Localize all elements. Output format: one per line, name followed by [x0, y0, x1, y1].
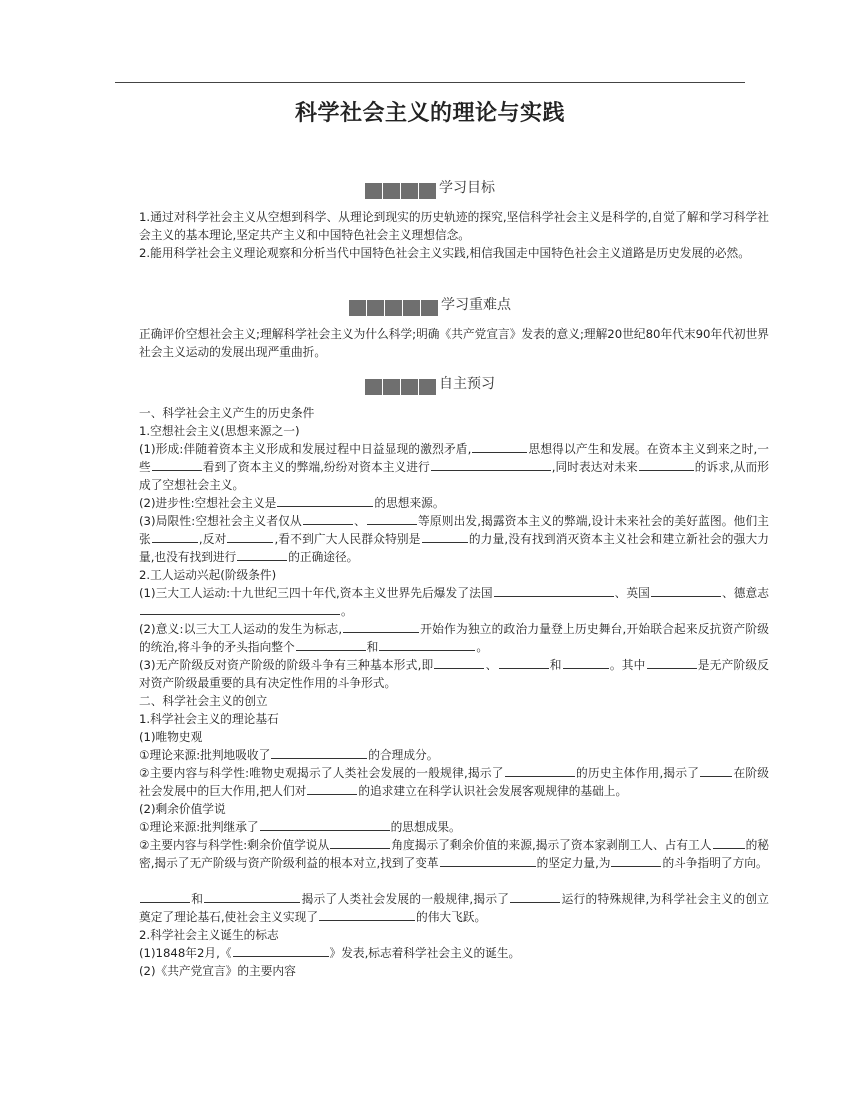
key-points-text: 正确评价空想社会主义;理解科学社会主义为什么科学;明确《共产党宣言》发表的意义;理解20世纪80年代末90年代初世界社会主义运动的发展出现严重曲折。: [139, 327, 769, 359]
section-marker: [349, 300, 439, 316]
fill-blank: [472, 440, 527, 453]
heading-workers: 2.工人运动兴起(阶级条件): [139, 568, 277, 582]
fill-blank: [440, 854, 536, 867]
fill-blank: [713, 836, 745, 849]
birth-text: (1)1848年2月,《 》发表,标志着科学社会主义的诞生。: [139, 946, 521, 960]
heading-materialism: (1)唯物史观: [139, 730, 203, 744]
fill-blank: [499, 656, 549, 669]
fill-blank: [343, 620, 419, 633]
section-marker: [365, 183, 437, 199]
fill-blank: [152, 458, 202, 471]
fill-blank: [204, 890, 300, 903]
fill-blank: [505, 764, 575, 777]
surplus-source: ①理论来源:批判继承了 的思想成果。: [139, 820, 461, 834]
section-heading-key-points: 学习重难点: [115, 294, 745, 316]
heading-birth: 2.科学社会主义诞生的标志: [139, 928, 279, 942]
materialism-source: ①理论来源:批判地吸收了 的合理成分。: [139, 748, 439, 762]
heading-conditions: 一、科学社会主义产生的历史条件: [139, 406, 315, 420]
fill-blank: [277, 494, 373, 507]
utopian-limitation: (3)局限性:空想社会主义者仅从 、 等原则出发,揭露资本主义的弊端,设计未来社会的美好蓝图。他们主张 ,反对 ,看不到广大人民群众特别是 的力量,没有找到消灭资本主义社会和建立新社会的强大力量,也没有找到进行 的正确途径。: [139, 514, 769, 564]
fill-blank: [563, 656, 609, 669]
fill-blank: [140, 602, 340, 615]
struggle-forms: (3)无产阶级反对资产阶级的阶级斗争有三种基本形式,即 、 和 。其中 是无产阶级反对资产阶级最重要的具有决定性作用的斗争形式。: [139, 658, 769, 690]
fill-blank: [422, 530, 468, 543]
fill-blank: [303, 512, 353, 525]
fill-blank: [431, 458, 551, 471]
fill-blank: [367, 512, 417, 525]
heading-manifesto: (2)《共产党宣言》的主要内容: [139, 964, 296, 978]
heading-foundation: 1.科学社会主义的理论基石: [139, 712, 279, 726]
fill-blank: [494, 584, 614, 597]
objective-1: 1.通过对科学社会主义从空想到科学、从理论到现实的历史轨迹的探究,坚信科学社会主义是科学的,自觉了解和学习科学社会主义的基本理论,坚定共产主义和中国特色社会主义理想信念。: [139, 210, 769, 242]
fill-blank: [434, 656, 484, 669]
page-title: 科学社会主义的理论与实践: [294, 101, 565, 126]
fill-blank: [233, 944, 329, 957]
fill-blank: [296, 638, 366, 651]
fill-blank: [611, 854, 661, 867]
heading-surplus: (2)剩余价值学说: [139, 802, 226, 816]
section-heading-preview: 自主预习: [115, 373, 745, 395]
surplus-content: ②主要内容与科学性:剩余价值学说从 角度揭示了剩余价值的来源,揭示了资本家剥削工人、占有工人 的秘密,揭示了无产阶级与资产阶级利益的根本对立,找到了变革 的坚定力量,为 的斗争指明了方向。: [139, 838, 769, 870]
fill-blank: [260, 818, 390, 831]
fill-blank: [319, 908, 415, 921]
heading-utopian: 1.空想社会主义(思想来源之一): [139, 424, 300, 438]
fill-blank: [330, 836, 390, 849]
section-heading-objectives: 学习目标: [115, 177, 745, 199]
fill-blank: [152, 530, 198, 543]
materialism-content: ②主要内容与科学性:唯物史观揭示了人类社会发展的一般规律,揭示了 的历史主体作用,揭示了 在阶级社会发展中的巨大作用,把人们对 的追求建立在科学认识社会发展客观规律的基础上。: [139, 766, 769, 798]
heading-founding: 二、科学社会主义的创立: [139, 694, 268, 708]
fill-blank: [237, 548, 287, 561]
fill-blank: [647, 656, 697, 669]
fill-blank: [271, 746, 367, 759]
fill-blank: [307, 782, 357, 795]
fill-blank: [651, 584, 721, 597]
fill-blank: [700, 764, 732, 777]
fill-blank: [639, 458, 694, 471]
section-marker: [365, 379, 437, 395]
fill-blank: [140, 890, 190, 903]
fill-blank: [227, 530, 273, 543]
theory-summary: 和 揭示了人类社会发展的一般规律,揭示了 运行的特殊规律,为科学社会主义的创立奠定了理论基石,使社会主义实现了 的伟大飞跃。: [139, 892, 769, 924]
fill-blank: [379, 638, 475, 651]
objective-2: 2.能用科学社会主义理论观察和分析当代中国特色社会主义实践,相信我国走中国特色社会主义道路是历史发展的必然。: [139, 246, 750, 260]
fill-blank: [510, 890, 560, 903]
workers-movements: (1)三大工人运动:十九世纪三四十年代,资本主义世界先后爆发了法国 、英国 、德意志。: [139, 586, 769, 618]
utopian-progress: (2)进步性:空想社会主义是 的思想来源。: [139, 496, 445, 510]
workers-meaning: (2)意义:以三大工人运动的发生为标志, 开始作为独立的政治力量登上历史舞台,开始联合起来反抗资产阶级的统治,将斗争的矛头指向整个 和 。: [139, 622, 769, 654]
utopian-formation: (1)形成:伴随着资本主义形成和发展过程中日益显现的激烈矛盾, 思想得以产生和发展。在资本主义到来之时,一些 看到了资本主义的弊端,纷纷对资本主义进行 ,同时表达对未来 的诉求,从而形成了空想社会主义。: [139, 442, 769, 492]
header-rule: [115, 82, 745, 83]
